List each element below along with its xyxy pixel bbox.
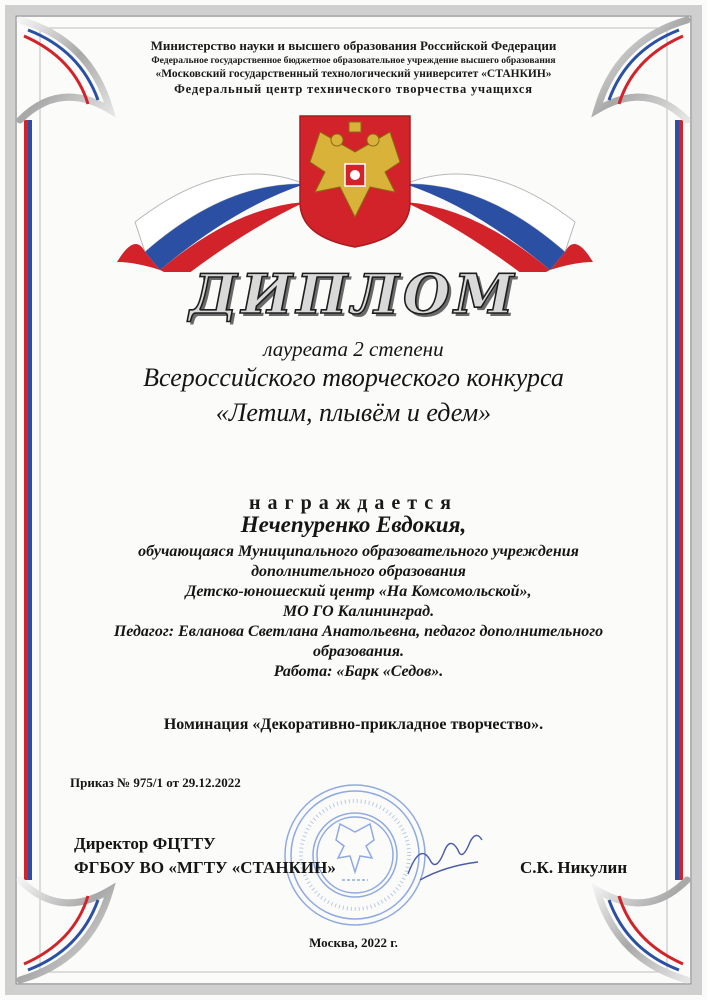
awarded-label: награждается bbox=[249, 492, 458, 514]
director-title bbox=[74, 832, 336, 880]
info-line: Работа: «Барк «Седов». bbox=[273, 663, 444, 680]
director-line: Директор ФЦТТУ bbox=[74, 834, 216, 853]
info-line: обучающаяся Муниципального образовательного учреждения bbox=[138, 543, 579, 560]
info-line: МО ГО Калининград. bbox=[282, 603, 435, 620]
signer-name: С.К. Никулин bbox=[520, 858, 628, 877]
coat-of-arms-icon bbox=[105, 112, 605, 272]
signature-icon bbox=[400, 822, 490, 892]
place-date: Москва, 2022 г. bbox=[309, 935, 398, 950]
director-line: ФГБОУ ВО «МГТУ «СТАНКИН» bbox=[74, 858, 336, 877]
winner-name: Нечепуренко Евдокия, bbox=[240, 512, 467, 537]
nomination-text: Номинация «Декоративно-прикладное творчество». bbox=[163, 716, 544, 733]
header bbox=[60, 38, 647, 97]
diploma-title: ДИПЛОМ bbox=[189, 262, 518, 326]
center-line: Федеральный центр технического творчества учащихся bbox=[174, 82, 533, 96]
institution-type-line: Федеральное государственное бюджетное образовательное учреждение высшего образования bbox=[151, 55, 556, 66]
ministry-line: Министерство науки и высшего образования Российской Федерации bbox=[150, 38, 557, 53]
info-line: Детско-юношеский центр «На Комсомольской», bbox=[185, 583, 532, 600]
order-text: Приказ № 975/1 от 29.12.2022 bbox=[70, 775, 241, 790]
contest-name: «Летим, плывём и едем» bbox=[215, 398, 492, 427]
info-line: дополнительного образования bbox=[251, 563, 466, 580]
info-line: образования. bbox=[312, 643, 405, 660]
university-line: «Московский государственный технологический университет «СТАНКИН» bbox=[155, 68, 552, 80]
contest-text: Всероссийского творческого конкурса bbox=[143, 363, 564, 392]
info-line: Педагог: Евланова Светлана Анатольевна, педагог дополнительного bbox=[113, 623, 604, 640]
winner-info bbox=[90, 542, 627, 682]
degree-text: лауреата 2 степени bbox=[263, 337, 444, 361]
